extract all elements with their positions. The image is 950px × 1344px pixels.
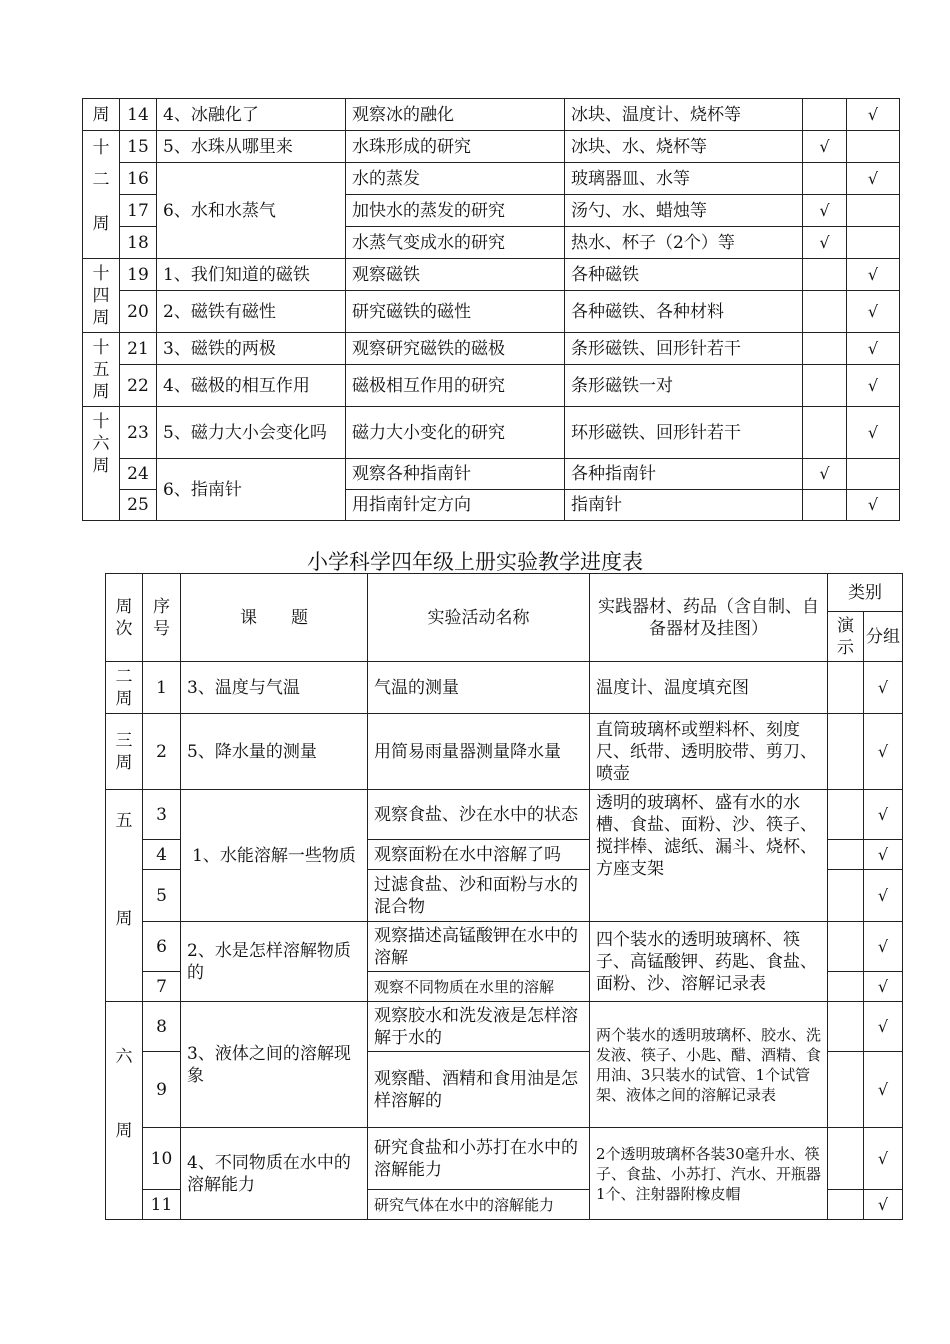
group-cell: √: [864, 790, 903, 840]
activity-cell: 观察冰的融化: [346, 99, 565, 131]
group-cell: √: [847, 99, 900, 131]
demo-cell: √: [803, 227, 847, 259]
activity-cell: 观察食盐、沙在水中的状态: [368, 790, 590, 840]
demo-cell: [828, 714, 864, 790]
demo-cell: √: [803, 195, 847, 227]
week-cell: 周: [83, 99, 120, 131]
demo-cell: [828, 1052, 864, 1128]
col-header-materials: 实践器材、药品（含自制、自备器材及挂图）: [590, 574, 828, 662]
seq-cell: 14: [120, 99, 157, 131]
seq-cell: 16: [120, 163, 157, 195]
table-row: [106, 790, 903, 840]
topic-cell: 2、水是怎样溶解物质的: [181, 922, 368, 1002]
seq-cell: 21: [120, 333, 157, 365]
week-cell: 十五周: [83, 333, 120, 407]
demo-cell: [828, 790, 864, 840]
col-header-group: 分组: [864, 612, 903, 662]
table-row: [83, 333, 900, 365]
activity-cell: 观察面粉在水中溶解了吗: [368, 840, 590, 870]
seq-cell: 9: [143, 1052, 181, 1128]
topic-cell: 4、不同物质在水中的溶解能力: [181, 1128, 368, 1220]
demo-cell: [828, 840, 864, 870]
week-char: 周: [92, 214, 110, 234]
topic-cell: 5、降水量的测量: [181, 714, 368, 790]
demo-cell: [803, 333, 847, 365]
activity-cell: 观察研究磁铁的磁极: [346, 333, 565, 365]
materials-cell: 汤勺、水、蜡烛等: [565, 195, 803, 227]
group-cell: √: [864, 972, 903, 1002]
seq-cell: 3: [143, 790, 181, 840]
materials-cell: 各种磁铁、各种材料: [565, 291, 803, 333]
seq-cell: 1: [143, 662, 181, 714]
col-header-activity: 实验活动名称: [368, 574, 590, 662]
table-row: [83, 99, 900, 131]
activity-cell: 磁极相互作用的研究: [346, 365, 565, 407]
topic-cell: 2、磁铁有磁性: [157, 291, 346, 333]
table-row: [83, 291, 900, 333]
table-row: [83, 365, 900, 407]
activity-cell: 水珠形成的研究: [346, 131, 565, 163]
demo-cell: [803, 365, 847, 407]
materials-cell: 透明的玻璃杯、盛有水的水槽、食盐、面粉、沙、筷子、搅拌棒、滤纸、漏斗、烧杯、方座支架: [590, 790, 828, 922]
group-cell: √: [847, 291, 900, 333]
materials-cell: 玻璃器皿、水等: [565, 163, 803, 195]
topic-cell: 1、我们知道的磁铁: [157, 259, 346, 291]
activity-cell: 观察描述高锰酸钾在水中的溶解: [368, 922, 590, 972]
activity-cell: 磁力大小变化的研究: [346, 407, 565, 459]
materials-cell: 各种指南针: [565, 459, 803, 490]
col-header-demo: 演示: [828, 612, 864, 662]
table-row: [83, 163, 900, 195]
activity-cell: 研究磁铁的磁性: [346, 291, 565, 333]
activity-cell: 观察不同物质在水里的溶解: [368, 972, 590, 1002]
activity-cell: 观察醋、酒精和食用油是怎样溶解的: [368, 1052, 590, 1128]
col-header-category: 类别: [828, 574, 903, 612]
week-cell: [106, 790, 143, 1002]
table-row: [106, 922, 903, 972]
materials-cell: 环形磁铁、回形针若干: [565, 407, 803, 459]
materials-cell: 热水、杯子（2个）等: [565, 227, 803, 259]
activity-cell: 用简易雨量器测量降水量: [368, 714, 590, 790]
demo-cell: [828, 922, 864, 972]
schedule-table: [105, 573, 903, 1220]
group-cell: √: [864, 870, 903, 922]
seq-cell: 8: [143, 1002, 181, 1052]
week-char: 周: [115, 1121, 133, 1141]
group-cell: √: [847, 259, 900, 291]
demo-cell: [803, 407, 847, 459]
group-cell: [847, 131, 900, 163]
demo-cell: √: [803, 459, 847, 490]
activity-cell: 观察胶水和洗发液是怎样溶解于水的: [368, 1002, 590, 1052]
col-header-week: 周次: [106, 574, 143, 662]
activity-cell: 水蒸气变成水的研究: [346, 227, 565, 259]
seq-cell: 7: [143, 972, 181, 1002]
group-cell: √: [864, 662, 903, 714]
seq-cell: 2: [143, 714, 181, 790]
seq-cell: 17: [120, 195, 157, 227]
group-cell: [847, 195, 900, 227]
seq-cell: 25: [120, 490, 157, 521]
materials-cell: 条形磁铁一对: [565, 365, 803, 407]
col-header-seq: 序号: [143, 574, 181, 662]
activity-cell: 研究食盐和小苏打在水中的溶解能力: [368, 1128, 590, 1190]
group-cell: √: [864, 922, 903, 972]
demo-cell: √: [803, 131, 847, 163]
table-row: [83, 131, 900, 163]
activity-cell: 加快水的蒸发的研究: [346, 195, 565, 227]
group-cell: √: [864, 714, 903, 790]
week-cell: 十六周: [83, 407, 120, 521]
seq-cell: 23: [120, 407, 157, 459]
demo-cell: [828, 1128, 864, 1190]
table-row: [83, 259, 900, 291]
demo-cell: [828, 1002, 864, 1052]
materials-cell: 冰块、水、烧杯等: [565, 131, 803, 163]
schedule-table-continued: [82, 98, 900, 521]
demo-cell: [828, 1190, 864, 1220]
seq-cell: 19: [120, 259, 157, 291]
materials-cell: 2个透明玻璃杯各装30毫升水、筷子、食盐、小苏打、汽水、开瓶器1个、注射器附橡皮帽: [590, 1128, 828, 1220]
topic-cell: 3、液体之间的溶解现象: [181, 1002, 368, 1128]
table-row: [106, 662, 903, 714]
week-char: 二: [92, 170, 110, 190]
seq-cell: 10: [143, 1128, 181, 1190]
demo-cell: [828, 972, 864, 1002]
demo-cell: [828, 870, 864, 922]
materials-cell: 温度计、温度填充图: [590, 662, 828, 714]
materials-cell: 四个装水的透明玻璃杯、筷子、高锰酸钾、药匙、食盐、面粉、沙、溶解记录表: [590, 922, 828, 1002]
demo-cell: [828, 662, 864, 714]
materials-cell: 直筒玻璃杯或塑料杯、刻度尺、纸带、透明胶带、剪刀、喷壶: [590, 714, 828, 790]
group-cell: √: [847, 407, 900, 459]
group-cell: √: [847, 333, 900, 365]
group-cell: [847, 459, 900, 490]
page-title: 小学科学四年级上册实验教学进度表: [307, 550, 643, 574]
group-cell: [847, 227, 900, 259]
seq-cell: 11: [143, 1190, 181, 1220]
seq-cell: 22: [120, 365, 157, 407]
week-char: 十: [92, 138, 110, 158]
topic-cell: 3、磁铁的两极: [157, 333, 346, 365]
demo-cell: [803, 99, 847, 131]
demo-cell: [803, 291, 847, 333]
table-row: [106, 714, 903, 790]
group-cell: √: [864, 840, 903, 870]
activity-cell: 气温的测量: [368, 662, 590, 714]
topic-cell: 3、温度与气温: [181, 662, 368, 714]
group-cell: √: [864, 1052, 903, 1128]
seq-cell: 6: [143, 922, 181, 972]
seq-cell: 15: [120, 131, 157, 163]
col-header-topic: 课 题: [181, 574, 368, 662]
seq-cell: 18: [120, 227, 157, 259]
week-cell: 二周: [106, 662, 143, 714]
demo-cell: [803, 490, 847, 521]
week-char: 六: [115, 1047, 133, 1067]
group-cell: √: [864, 1002, 903, 1052]
seq-cell: 24: [120, 459, 157, 490]
week-cell: 三周: [106, 714, 143, 790]
materials-cell: 条形磁铁、回形针若干: [565, 333, 803, 365]
demo-cell: [803, 259, 847, 291]
group-cell: √: [847, 365, 900, 407]
seq-cell: 20: [120, 291, 157, 333]
group-cell: √: [864, 1190, 903, 1220]
topic-cell: 6、水和水蒸气: [157, 163, 346, 259]
group-cell: √: [847, 490, 900, 521]
header-row: [106, 574, 903, 612]
week-char: 五: [115, 811, 133, 831]
activity-cell: 观察各种指南针: [346, 459, 565, 490]
week-cell: [106, 1002, 143, 1220]
activity-cell: 水的蒸发: [346, 163, 565, 195]
activity-cell: 研究气体在水中的溶解能力: [368, 1190, 590, 1220]
activity-cell: 用指南针定方向: [346, 490, 565, 521]
topic-cell: 6、指南针: [157, 459, 346, 521]
materials-cell: 冰块、温度计、烧杯等: [565, 99, 803, 131]
topic-cell: 5、水珠从哪里来: [157, 131, 346, 163]
table-row: [83, 459, 900, 490]
topic-cell: 4、冰融化了: [157, 99, 346, 131]
table-row: [106, 1002, 903, 1052]
demo-cell: [803, 163, 847, 195]
topic-cell: 1、水能溶解一些物质: [181, 790, 368, 922]
group-cell: √: [864, 1128, 903, 1190]
topic-cell: 4、磁极的相互作用: [157, 365, 346, 407]
seq-cell: 5: [143, 870, 181, 922]
seq-cell: 4: [143, 840, 181, 870]
table-row: [106, 1128, 903, 1190]
activity-cell: 过滤食盐、沙和面粉与水的混合物: [368, 870, 590, 922]
table-row: [83, 407, 900, 459]
week-cell: [83, 131, 120, 259]
week-char: 周: [115, 909, 133, 929]
materials-cell: 两个装水的透明玻璃杯、胶水、洗发液、筷子、小匙、醋、酒精、食用油、3只装水的试管、1个试管架、液体之间的溶解记录表: [590, 1002, 828, 1128]
activity-cell: 观察磁铁: [346, 259, 565, 291]
topic-cell: 5、磁力大小会变化吗: [157, 407, 346, 459]
materials-cell: 指南针: [565, 490, 803, 521]
week-cell: 十四周: [83, 259, 120, 333]
group-cell: √: [847, 163, 900, 195]
materials-cell: 各种磁铁: [565, 259, 803, 291]
